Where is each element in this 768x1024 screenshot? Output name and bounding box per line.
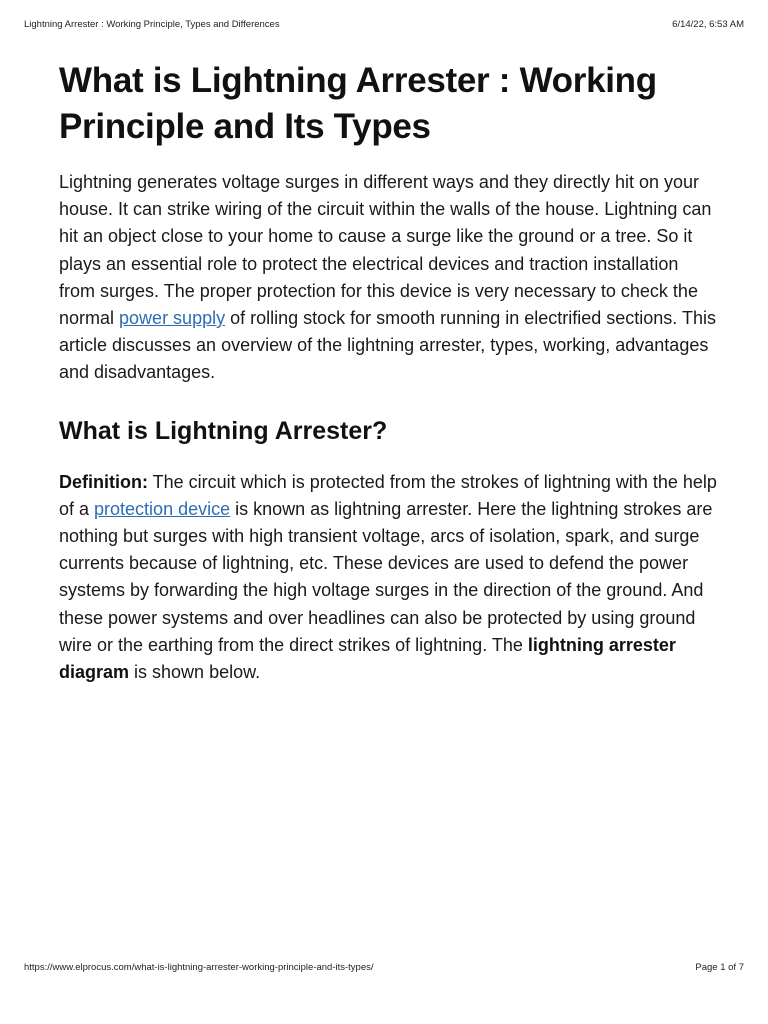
definition-label: Definition: — [59, 471, 148, 492]
print-footer-url: https://www.elprocus.com/what-is-lightning-arrester-working-principle-and-its-types/ — [24, 962, 374, 973]
protection-device-link[interactable]: protection device — [94, 498, 231, 519]
section-heading: What is Lightning Arrester? — [59, 416, 388, 445]
definition-text-start: The circuit which is protected from the strokes of lightning with the help of a — [59, 471, 717, 519]
print-header-datetime: 6/14/22, 6:53 AM — [672, 19, 744, 30]
definition-text-end: is shown below. — [129, 662, 261, 683]
article-title: What is Lightning Arrester : Working Principle and Its Types — [59, 61, 657, 146]
print-header-title: Lightning Arrester : Working Principle, Types and Differences — [24, 19, 280, 30]
intro-paragraph — [59, 169, 719, 387]
print-footer — [24, 962, 744, 976]
definition-paragraph — [59, 469, 719, 687]
article — [59, 58, 719, 686]
intro-text-start: Lightning generates voltage surges in different ways and they directly hit on your house. It can strike wiring of the circuit within the walls of the house. Lightning can hit an object close to your home to cause a surge like the ground or a tree. So it plays an essential role to protect the electrical devices and traction installation from surges. The proper protection for this device is very necessary to check the normal — [59, 172, 712, 329]
power-supply-link[interactable]: power supply — [119, 308, 226, 329]
print-footer-page-indicator: Page 1 of 7 — [695, 962, 744, 973]
diagram-bold-phrase: lightning arrester diagram — [59, 634, 676, 683]
intro-text-end: of rolling stock for smooth running in electrified sections. This article discusses an overview of the lightning arrester, types, working, advantages and disadvantages. — [59, 308, 716, 383]
print-header — [24, 19, 744, 33]
definition-text-middle: is known as lightning arrester. Here the lightning strokes are nothing but surges with high transient voltage, arcs of isolation, spark, and surge currents because of lightning, etc. These devices are used to defend the power systems by forwarding the high voltage surges in the direction of the ground. And these power systems and over headlines can also be protected by using ground wire or the earthing from the direct strikes of lightning. The — [59, 498, 713, 655]
